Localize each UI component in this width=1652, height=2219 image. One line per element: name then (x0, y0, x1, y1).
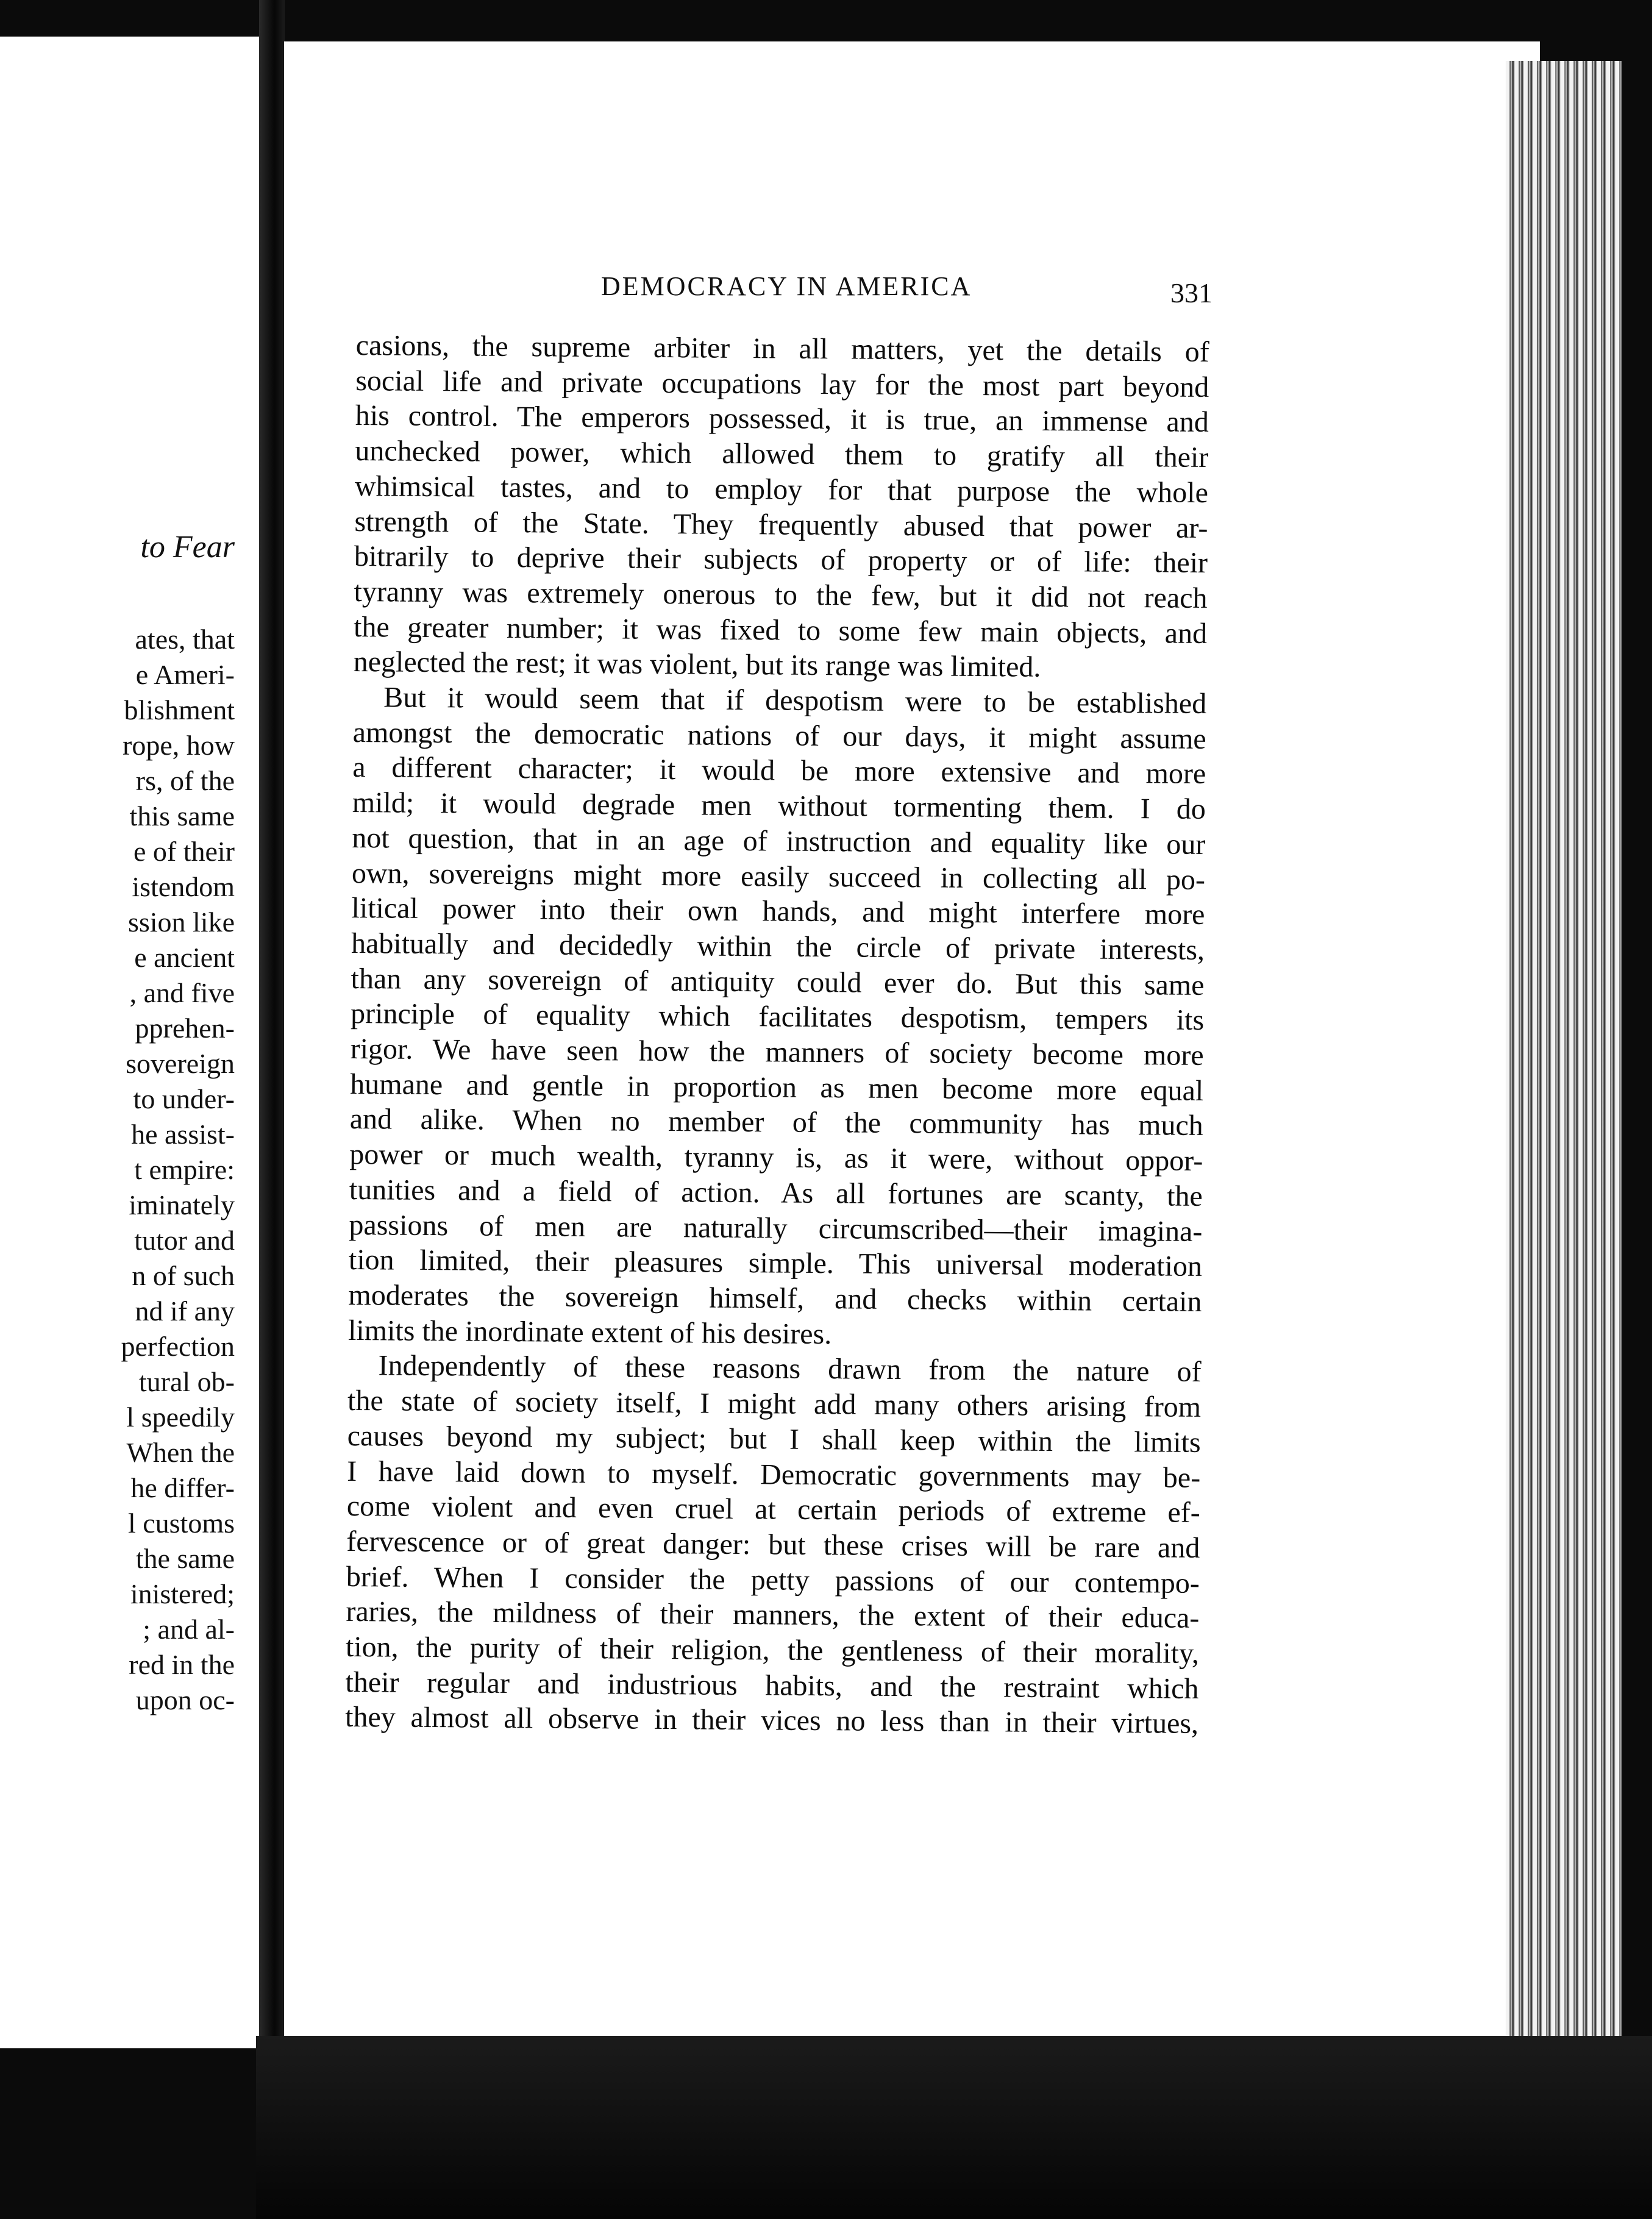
text-line: his control. The emperors possessed, it is true, an immense and (355, 399, 1209, 439)
text-line: raries, the mildness of their manners, the extent of their educa- (346, 1595, 1200, 1635)
text-line: tion limited, their pleasures simple. This universal moderation (348, 1244, 1203, 1283)
text-line: whimsical tastes, and to employ for that purpose the whole (354, 469, 1209, 509)
text-line: their regular and industrious habits, and the restraint which (345, 1665, 1199, 1705)
book-gutter (259, 0, 285, 2219)
text-line: limits the inordinate extent of his desires. (347, 1314, 832, 1350)
text-line: tunities and a field of action. As all fortunes are scanty, the (349, 1173, 1203, 1213)
left-page-line: he assist- (131, 1119, 235, 1150)
bottom-shadow (256, 2036, 1652, 2219)
text-line: humane and gentle in proportion as men become more equal (350, 1067, 1204, 1107)
left-page-line: nd if any (135, 1295, 235, 1327)
text-line: social life and private occupations lay for the most part beyond (355, 364, 1209, 404)
left-page-line: e ancient (134, 942, 235, 973)
text-line: strength of the State. They frequently abused that power ar- (354, 505, 1208, 544)
page-edges (1506, 61, 1622, 2042)
left-page-line: When the (126, 1437, 235, 1468)
left-page-line: ssion like (127, 906, 235, 938)
text-line: mild; it would degrade men without tormenting them. I do (352, 786, 1206, 826)
left-page-line: inistered; (130, 1578, 235, 1609)
text-line: neglected the rest; it was violent, but its range was limited. (353, 646, 1041, 684)
left-page-line: the same (135, 1543, 235, 1574)
text-line: they almost all observe in their vices no less than in their virtues, (344, 1701, 1199, 1740)
paragraph (348, 680, 1207, 1355)
text-line: habitually and decidedly within the circle of private interests, (351, 927, 1205, 966)
left-page-line: ; and al- (143, 1614, 235, 1645)
left-page-line: sovereign (126, 1048, 235, 1079)
text-line: principle of equality which facilitates despotism, tempers its (350, 997, 1205, 1037)
left-page-line: rs, of the (135, 765, 235, 796)
text-line: I have laid down to myself. Democratic governments may be- (347, 1455, 1201, 1494)
text-line: fervescence or of great danger: but these crises will be rare and (346, 1525, 1200, 1564)
running-title: DEMOCRACY IN AMERICA (601, 271, 972, 301)
left-page-line: iminately (129, 1189, 235, 1220)
text-line: litical power into their own hands, and might interfere more (351, 892, 1205, 931)
text-line: tyranny was extremely onerous to the few, but it did not reach (354, 575, 1208, 614)
left-page-line: tutor and (134, 1225, 235, 1256)
left-page-line: l customs (127, 1508, 235, 1539)
left-page-line: l speedily (126, 1402, 235, 1433)
left-page-line: he differ- (130, 1472, 235, 1503)
text-line: tion, the purity of their religion, the gentleness of their morality, (345, 1630, 1200, 1670)
text-line: bitrarily to deprive their subjects of property or of life: their (354, 540, 1208, 580)
text-line: the greater number; it was fixed to some few main objects, and (353, 610, 1208, 650)
current-page (284, 41, 1540, 2053)
text-line: Independently of these reasons drawn from the nature of (378, 1349, 1202, 1389)
left-page-line: upon oc- (135, 1684, 235, 1715)
page-number: 331 (1170, 277, 1212, 308)
text-line: than any sovereign of antiquity could ever do. But this same (351, 962, 1205, 1002)
previous-page (0, 37, 263, 2048)
left-page-line: e of their (133, 836, 235, 867)
text-line: causes beyond my subject; but I shall keep within the limits (347, 1419, 1201, 1459)
left-page-line: this same (129, 800, 235, 832)
left-page-line: , and five (129, 977, 235, 1008)
text-line: own, sovereigns might more easily succeed in collecting all po- (351, 857, 1206, 896)
left-page-line: t empire: (134, 1154, 235, 1185)
text-line: But it would seem that if despotism were to be established (383, 681, 1207, 721)
left-page-line: blishment (124, 694, 235, 725)
left-page-line: n of such (132, 1260, 235, 1291)
left-page-line: e Ameri- (135, 659, 235, 690)
left-page-line: perfection (121, 1331, 235, 1362)
left-page-line: to under- (133, 1083, 235, 1114)
text-line: a different character; it would be more extensive and more (352, 751, 1206, 791)
text-line: rigor. We have seen how the manners of society become more (350, 1033, 1204, 1072)
left-running-head: to Fear (140, 530, 235, 565)
text-line: power or much wealth, tyranny is, as it were, without oppor- (349, 1138, 1203, 1178)
left-page-line: rope, how (123, 730, 235, 761)
text-line: not question, that in an age of instruction and equality like our (352, 821, 1206, 861)
text-line: come violent and even cruel at certain periods of extreme ef- (346, 1490, 1200, 1530)
left-page-text (121, 622, 235, 1718)
paragraph (345, 1348, 1202, 1742)
left-page-line: red in the (129, 1649, 235, 1680)
page-header (284, 271, 1430, 307)
text-line: casions, the supreme arbiter in all matters, yet the details of (355, 329, 1209, 368)
page-body (345, 328, 1209, 1742)
text-line: moderates the sovereign himself, and checks within certain (348, 1278, 1202, 1318)
text-line: passions of men are naturally circumscribed—their imagina- (349, 1208, 1203, 1248)
left-page-line: ates, that (135, 624, 235, 655)
left-page-line: tural ob- (138, 1366, 235, 1397)
text-line: amongst the democratic nations of our days, it might assume (352, 716, 1206, 755)
text-line: unchecked power, which allowed them to gratify all their (355, 435, 1209, 474)
text-line: and alike. When no member of the community has much (349, 1103, 1203, 1142)
text-line: brief. When I consider the petty passions of our contempo- (346, 1560, 1200, 1600)
paragraph (353, 328, 1209, 686)
text-line: the state of society itself, I might add many others arising from (347, 1384, 1202, 1424)
left-page-line: pprehen- (135, 1013, 235, 1044)
left-page-line: istendom (132, 871, 235, 902)
